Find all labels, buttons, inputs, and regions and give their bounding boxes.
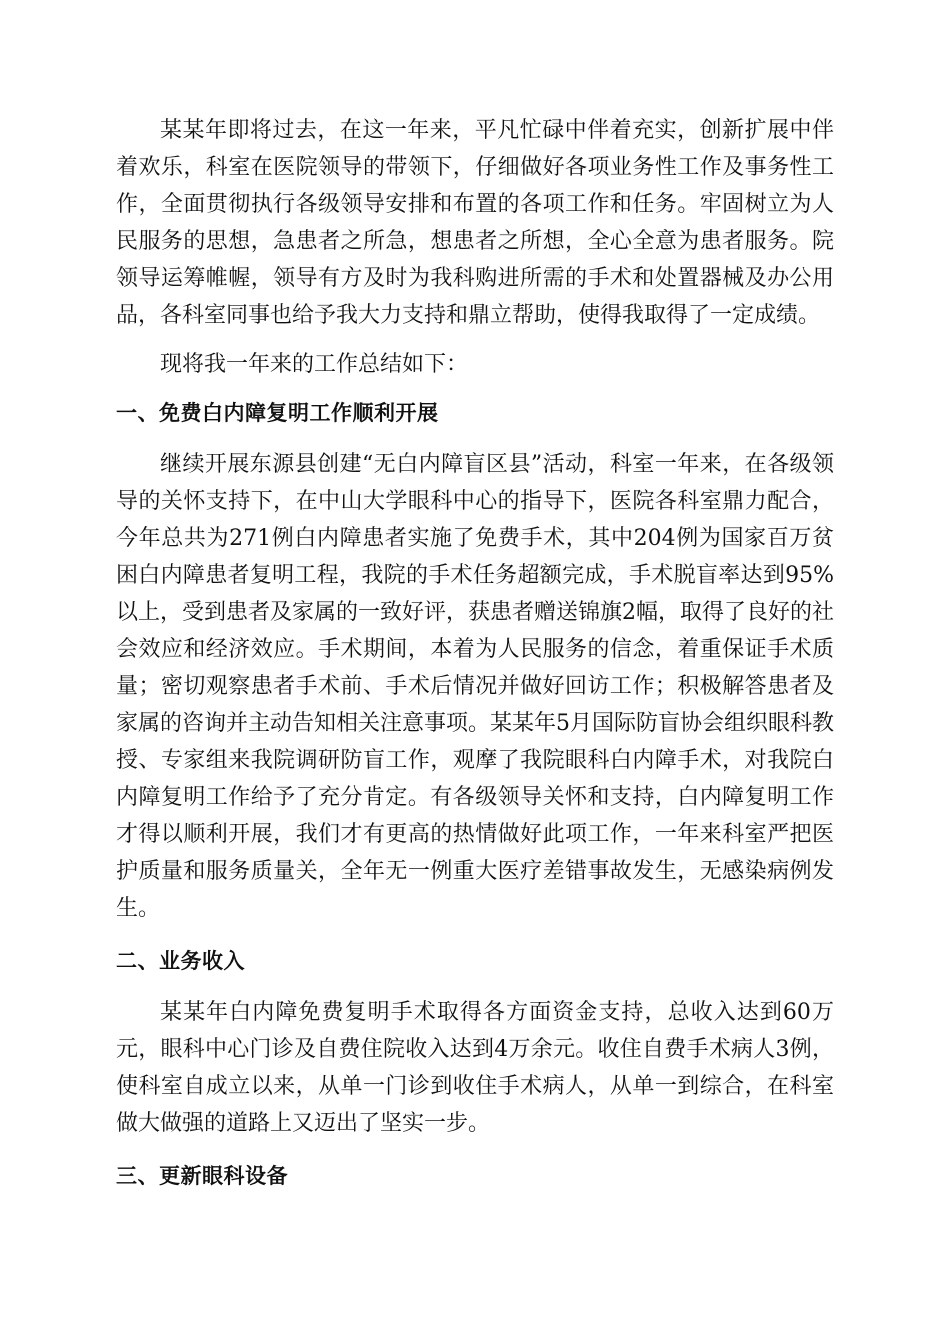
- section-heading-1: 一、免费白内障复明工作顺利开展: [116, 401, 439, 425]
- spacer: [116, 927, 834, 943]
- section-heading-2: 二、业务收入: [116, 949, 245, 973]
- spacer: [116, 1142, 834, 1158]
- section-heading-3: 三、更新眼科设备: [116, 1164, 288, 1188]
- summary-lead-paragraph: 现将我一年来的工作总结如下：: [160, 352, 469, 377]
- section-2-paragraph: 某某年白内障免费复明手术取得各方面资金支持，总收入达到60万元，眼科中心门诊及自费住院收入达到4万余元。收住自费手术病人3例，使科室自成立以来，从单一门诊到收住手术病人，从单一到综合，在科室做大做强的道路上又迈出了坚实一步。: [116, 1000, 834, 1136]
- document-page: [116, 112, 834, 1195]
- intro-paragraph: 某某年即将过去，在这一年来，平凡忙碌中伴着充实，创新扩展中伴着欢乐，科室在医院领导的带领下，仔细做好各项业务性工作及事务性工作，全面贯彻执行各级领导安排和布置的各项工作和任务。牢固树立为人民服务的思想，急患者之所急，想患者之所想，全心全意为患者服务。院领导运筹帷幄，领导有方及时为我科购进所需的手术和处置器械及办公用品，各科室同事也给予我大力支持和鼎立帮助，使得我取得了一定成绩。: [116, 118, 834, 328]
- section-1-paragraph: 继续开展东源县创建“无白内障盲区县”活动，科室一年来，在各级领导的关怀支持下，在中山大学眼科中心的指导下，医院各科室鼎力配合，今年总共为271例白内障患者实施了免费手术，其中204例为国家百万贫困白内障患者复明工程，我院的手术任务超额完成，手术脱盲率达到95%以上，受到患者及家属的一致好评，获患者赠送锦旗2幅，取得了良好的社会效应和经济效应。手术期间，本着为人民服务的信念，着重保证手术质量；密切观察患者手术前、手术后情况并做好回访工作；积极解答患者及家属的咨询并主动告知相关注意事项。某某年5月国际防盲协会组织眼科教授、专家组来我院调研防盲工作，观摩了我院眼科白内障手术，对我院白内障复明工作给予了充分肯定。有各级领导关怀和支持，白内障复明工作才得以顺利开展，我们才有更高的热情做好此项工作，一年来科室严把医护质量和服务质量关，全年无一例重大医疗差错事故发生，无感染病例发生。: [116, 452, 834, 921]
